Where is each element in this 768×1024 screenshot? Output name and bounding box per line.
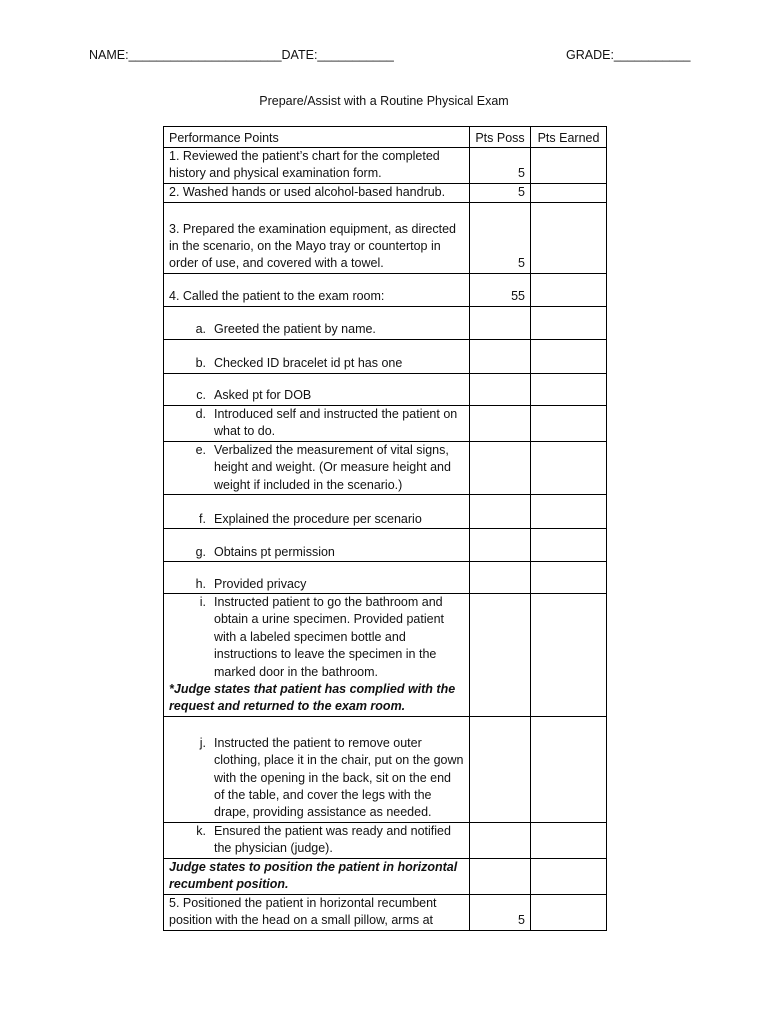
- performance-table: [163, 126, 607, 931]
- subitem-a-pts-earned: [531, 306, 607, 339]
- subitem-text: Greeted the patient by name.: [214, 322, 376, 337]
- subitem-g-pts-poss: [470, 529, 531, 562]
- row-1-pts-poss: 5: [470, 148, 531, 184]
- table-row: [164, 148, 607, 184]
- row-4-pts-earned: [531, 273, 607, 306]
- form-title: Prepare/Assist with a Routine Physical Exam: [259, 94, 509, 108]
- row-2-pts-poss: 5: [470, 183, 531, 202]
- subitem-d-pts-poss: [470, 405, 531, 441]
- table-row: [164, 339, 607, 373]
- subitem-k-pts-earned: [531, 822, 607, 858]
- table-header-row: [164, 127, 607, 148]
- subitem-c-pts-earned: [531, 373, 607, 405]
- table-row: [164, 273, 607, 306]
- subitem-e-pts-earned: [531, 441, 607, 494]
- subitem-d-pts-earned: [531, 405, 607, 441]
- subitem-j-pts-poss: [470, 716, 531, 822]
- subitem-marker: h.: [195, 576, 206, 591]
- subitem-g: [164, 529, 470, 562]
- table-row: [164, 894, 607, 930]
- table-row: [164, 183, 607, 202]
- subitem-text: Introduced self and instructed the patient on what to do.: [214, 407, 458, 439]
- judge-instruction: Judge states to position the patient in horizontal recumbent position.: [164, 858, 470, 894]
- table-row: [164, 405, 607, 441]
- subitem-b-pts-earned: [531, 339, 607, 373]
- row-5-pts-poss: 5: [470, 894, 531, 930]
- subitem-marker: k.: [196, 823, 206, 838]
- table-row: [164, 441, 607, 494]
- header-pts-poss: Pts Poss: [470, 127, 531, 148]
- table-row: [164, 822, 607, 858]
- subitem-b-pts-poss: [470, 339, 531, 373]
- subitem-i-pts-poss: [470, 594, 531, 717]
- subitem-text: Provided privacy: [214, 576, 307, 591]
- subitem-text: Instructed patient to go the bathroom and obtain a urine specimen. Provided patient with a labeled specimen bottle and instructions to leave the specimen in the marked door in the bathroom.: [214, 595, 445, 679]
- row-1-pts-earned: [531, 148, 607, 184]
- row-3-pts-earned: [531, 202, 607, 273]
- subitem-text: Checked ID bracelet id pt has one: [214, 356, 403, 371]
- row-2-text: 2. Washed hands or used alcohol-based handrub.: [164, 183, 470, 202]
- subitem-c: [164, 373, 470, 405]
- subitem-c-pts-poss: [470, 373, 531, 405]
- subitem-marker: a.: [195, 322, 206, 337]
- subitem-k-pts-poss: [470, 822, 531, 858]
- table-row: [164, 202, 607, 273]
- subitem-marker: j.: [199, 735, 206, 750]
- subitem-f-pts-poss: [470, 495, 531, 529]
- table-row: [164, 594, 607, 717]
- subitem-h: [164, 562, 470, 594]
- subitem-marker: d.: [195, 407, 206, 421]
- subitem-f-pts-earned: [531, 495, 607, 529]
- header-pts-earned: Pts Earned: [531, 127, 607, 148]
- table-row: [164, 529, 607, 562]
- subitem-h-pts-earned: [531, 562, 607, 594]
- row-4-pts-poss: 55: [470, 273, 531, 306]
- grade-line: GRADE:___________: [566, 48, 691, 62]
- table-row: [164, 495, 607, 529]
- subitem-text: Explained the procedure per scenario: [214, 511, 422, 526]
- row-5-pts-earned: [531, 894, 607, 930]
- name-date-line: NAME:______________________DATE:___________: [89, 48, 394, 62]
- judge-instruction-pts-poss: [470, 858, 531, 894]
- row-5-text: 5. Positioned the patient in horizontal recumbent position with the head on a small pillow, arms at: [164, 894, 470, 930]
- subitem-marker: g.: [195, 544, 206, 559]
- subitem-text: Asked pt for DOB: [214, 388, 312, 403]
- subitem-f: [164, 495, 470, 529]
- subitem-i-pts-earned: [531, 594, 607, 717]
- row-1-text: 1. Reviewed the patient’s chart for the completed history and physical examination form.: [164, 148, 470, 184]
- table-row: [164, 858, 607, 894]
- subitem-marker: f.: [199, 511, 206, 526]
- table-row: [164, 716, 607, 822]
- subitem-j-pts-earned: [531, 716, 607, 822]
- table-row: [164, 562, 607, 594]
- subitem-e: [164, 441, 470, 494]
- table-row: [164, 373, 607, 405]
- subitem-text: Ensured the patient was ready and notified the physician (judge).: [214, 823, 451, 856]
- subitem-marker: e.: [195, 442, 206, 457]
- row-3-pts-poss: 5: [470, 202, 531, 273]
- subitem-j: [164, 716, 470, 822]
- subitem-g-pts-earned: [531, 529, 607, 562]
- row-3-text: 3. Prepared the examination equipment, as directed in the scenario, on the Mayo tray or countertop in order of use, and covered with a towel.: [164, 202, 470, 273]
- row-2-pts-earned: [531, 183, 607, 202]
- table-row: [164, 306, 607, 339]
- subitem-marker: c.: [196, 388, 206, 403]
- judge-note: *Judge states that patient has complied with the request and returned to the exam room.: [169, 682, 456, 714]
- subitem-text: Instructed the patient to remove outer clothing, place it in the chair, put on the gown with the opening in the back, sit on the end of the table, and cover the legs with the drape, providing assistance as needed.: [214, 735, 464, 820]
- subitem-text: Obtains pt permission: [214, 544, 335, 559]
- subitem-marker: i.: [199, 595, 206, 610]
- subitem-h-pts-poss: [470, 562, 531, 594]
- subitem-k: [164, 822, 470, 858]
- subitem-a-pts-poss: [470, 306, 531, 339]
- header-performance-points: Performance Points: [164, 127, 470, 148]
- row-4-text: 4. Called the patient to the exam room:: [164, 273, 470, 306]
- subitem-i: [164, 594, 470, 717]
- subitem-b: [164, 339, 470, 373]
- subitem-text: Verbalized the measurement of vital signs, height and weight. (Or measure height and weight if included in the scenario.): [214, 442, 451, 492]
- judge-instruction-pts-earned: [531, 858, 607, 894]
- subitem-marker: b.: [195, 356, 206, 371]
- subitem-a: [164, 306, 470, 339]
- subitem-e-pts-poss: [470, 441, 531, 494]
- subitem-d: [164, 405, 470, 441]
